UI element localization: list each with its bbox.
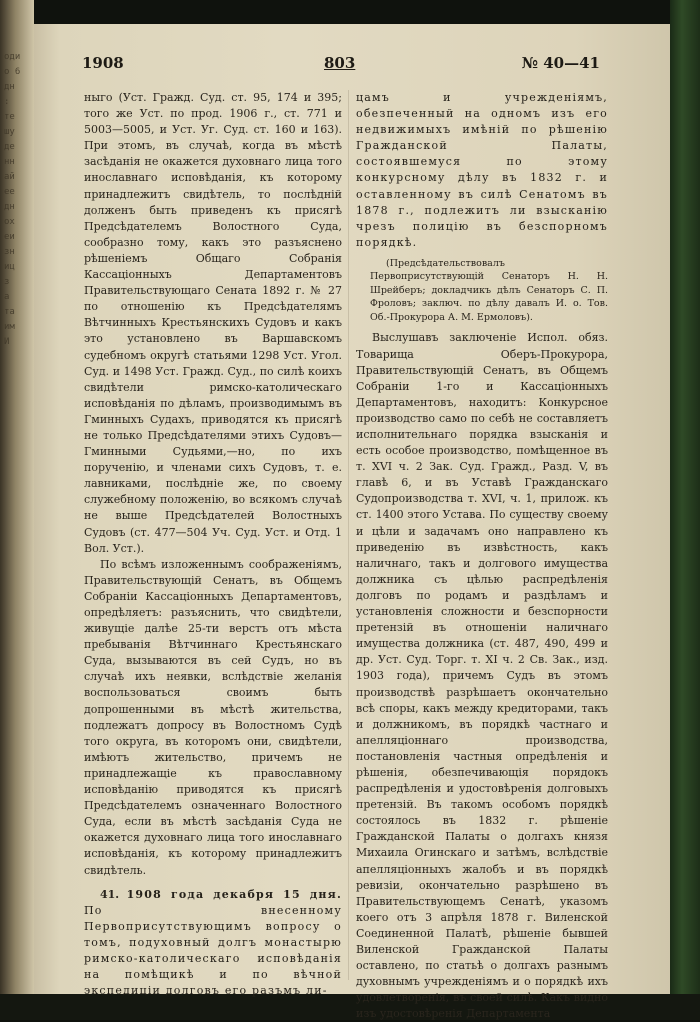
right-paragraph-1: Выслушавъ заключеніе Испол. обяз. Товарища Оберъ-Прокурора, Правительствующій Сенатъ, въ Общемъ Собраніи 1-го и Кассаціонныхъ Департаментовъ, находитъ: Конкурсное производство само по себѣ не составляетъ исполнительнаго порядка взысканія и есть особое производство, помѣщенное въ т. XVI ч. 2 Зак. Суд. Гражд., Разд. V, въ главѣ 6, и въ Уставѣ Гражданскаго Судопроизводства т. XVI, ч. 1, прилож. къ ст. 1400 этого Устава. По существу своему и цѣли и задачамъ оно направлено къ приведенію въ извѣстность, какъ наличнаго, такъ и долгового имущества должника съ цѣлью распредѣленія долговъ по родамъ и раздѣламъ и установленія сложности и безспорности претензій въ отношеніи наличнаго имущества должника (ст. 487, 490, 499 и др. Уст. Суд. Торг. т. XI ч. 2 Св. Зак., изд. 1903 года), причемъ Судъ въ этомъ производствѣ разрѣшаетъ окончательно всѣ споры, какъ между кредиторами, такъ и должникомъ, въ порядкѣ частнаго и апелляціоннаго производства, постановленія частныя опредѣленія и рѣшенія, обезпечивающія порядокъ распредѣленія и удостовѣренія долговыхъ претензій. Въ такомъ особомъ порядкѣ состоялось въ 1832 г. рѣшеніе Гражданской Палаты о долгахъ князя Михаила Огинскаго и затѣмъ, вслѣдствіе апелляціонныхъ жалобъ и въ порядкѣ ревизіи, окончательно разрѣшено въ Правительствующемъ Сенатѣ, указомъ коего отъ 3 апрѣля 1878 г. Виленской Соединенной Палатѣ, рѣшеніе бывшей Виленской Гражданской Палаты оставлено, по статьѣ о долгахъ разнымъ духовнымъ учрежденіямъ и о порядкѣ ихъ удовлетворенія, въ своей силѣ. Какъ видно изъ удостовѣренія Департамента	[356, 331, 608, 1021]
case-heading	[84, 887, 342, 1000]
column-divider	[348, 90, 349, 980]
left-column	[84, 90, 342, 999]
right-continuation: цамъ и учрежденіямъ, обезпеченный на одномъ изъ его недвижимыхъ имѣній по рѣшенію Гражданской Палаты, состоявшемуся по этому конкурсному дѣлу въ 1832 г. и оставленному въ силѣ Сенатомъ въ 1878 г., подлежитъ ли взысканію чрезъ полицію въ безспорномъ порядкѣ.	[356, 91, 608, 249]
header-page-number: 803	[324, 54, 356, 72]
document-page	[34, 24, 670, 1021]
adjacent-page-edge	[0, 0, 34, 1020]
case-date: 1908 года декабря 15 дня.	[126, 887, 342, 901]
presiding-note: (Предсѣдательствовалъ Первоприсутствующій Сенаторъ Н. Н. Шрейберъ; докладчикъ дѣлъ Сенаторъ С. П. Фроловъ; заключ. по дѣлу давалъ И. о. Тов. Об.-Прокурора А. М. Ермоловъ).	[370, 257, 608, 323]
header-year: 1908	[82, 54, 124, 72]
adjacent-page-fragments: оди о 6 дн : те шу де нн ай ее дн ох еи зн иц з а та им И	[4, 52, 21, 347]
header-issue-number: № 40—41	[521, 54, 600, 72]
case-number: 41.	[100, 887, 120, 901]
right-column	[356, 90, 608, 1022]
page-header	[34, 54, 670, 84]
left-paragraph-2: По всѣмъ изложеннымъ соображеніямъ, Правительствующій Сенатъ, въ Общемъ Собраніи Кассаціонныхъ Департаментовъ, опредѣляетъ: разъяснить, что свидѣтели, живущіе далѣе 25-ти верстъ отъ мѣста пребыванія Вѣтчиннаго Крестьянскаго Суда, вызываются въ сей Судъ, но въ случаѣ ихъ неявки, вслѣдствіе желанія воспользоваться своимъ быть допрошенными въ мѣстѣ жительства, подлежатъ допросу въ Волостномъ Судѣ того округа, въ которомъ они, свидѣтели, имѣютъ жительство, причемъ не принадлежащіе къ православному исповѣданію приводятся къ присягѣ Предсѣдателемъ означеннаго Волостного Суда, если въ мѣстѣ засѣданія Суда не окажется духовнаго лица того инославнаго исповѣданія, къ которому принадлежитъ свидѣтель.	[84, 557, 342, 877]
left-paragraph-1: ныго (Уст. Гражд. Суд. ст. 95, 174 и 395; того же Уст. по прод. 1906 г., ст. 771 и 5003—5005, и Уст. Уг. Суд. ст. 160 и 163). При этомъ, въ случаѣ, когда въ мѣстѣ засѣданія не окажется духовнаго лица того инославнаго исповѣданія, къ которому принадлежитъ свидѣтель, то послѣдній долженъ быть приведенъ къ присягѣ Предсѣдателемъ Волостного Суда, сообразно тому, какъ это разъяснено рѣшеніемъ Общаго Собранія Кассаціонныхъ Департаментовъ Правительствующаго Сената 1892 г. № 27 по отношенію къ Предсѣдателямъ Вѣтчинныхъ Крестьянскихъ Судовъ и какъ это установлено въ Варшавскомъ судебномъ округѣ статьями 1298 Уст. Угол. Суд. и 1498 Уст. Гражд. Суд., по силѣ коихъ свидѣтели римско-католическаго исповѣданія по дѣламъ, производимымъ въ Гминныхъ Судахъ, приводятся къ присягѣ не только Предсѣдателями этихъ Судовъ—Гминными Судьями,—но, по ихъ порученію, и членами сихъ Судовъ, т. е. лавниками, послѣдніе же, по своему служебному положенію, во всякомъ случаѣ не выше Предсѣдателей Волостныхъ Судовъ (ст. 477—504 Уч. Суд. Уст. и Отд. 1 Вол. Уст.).	[84, 91, 342, 555]
book-spine	[670, 0, 700, 1020]
spacer	[84, 879, 342, 887]
case-question: По внесенному Первоприсутствующимъ вопросу о томъ, подуховный долгъ монастырю римско-католическаго исповѣданія на помѣщикѣ и по вѣчной экспедиціи долговъ его разъмъ ли-	[84, 903, 342, 998]
